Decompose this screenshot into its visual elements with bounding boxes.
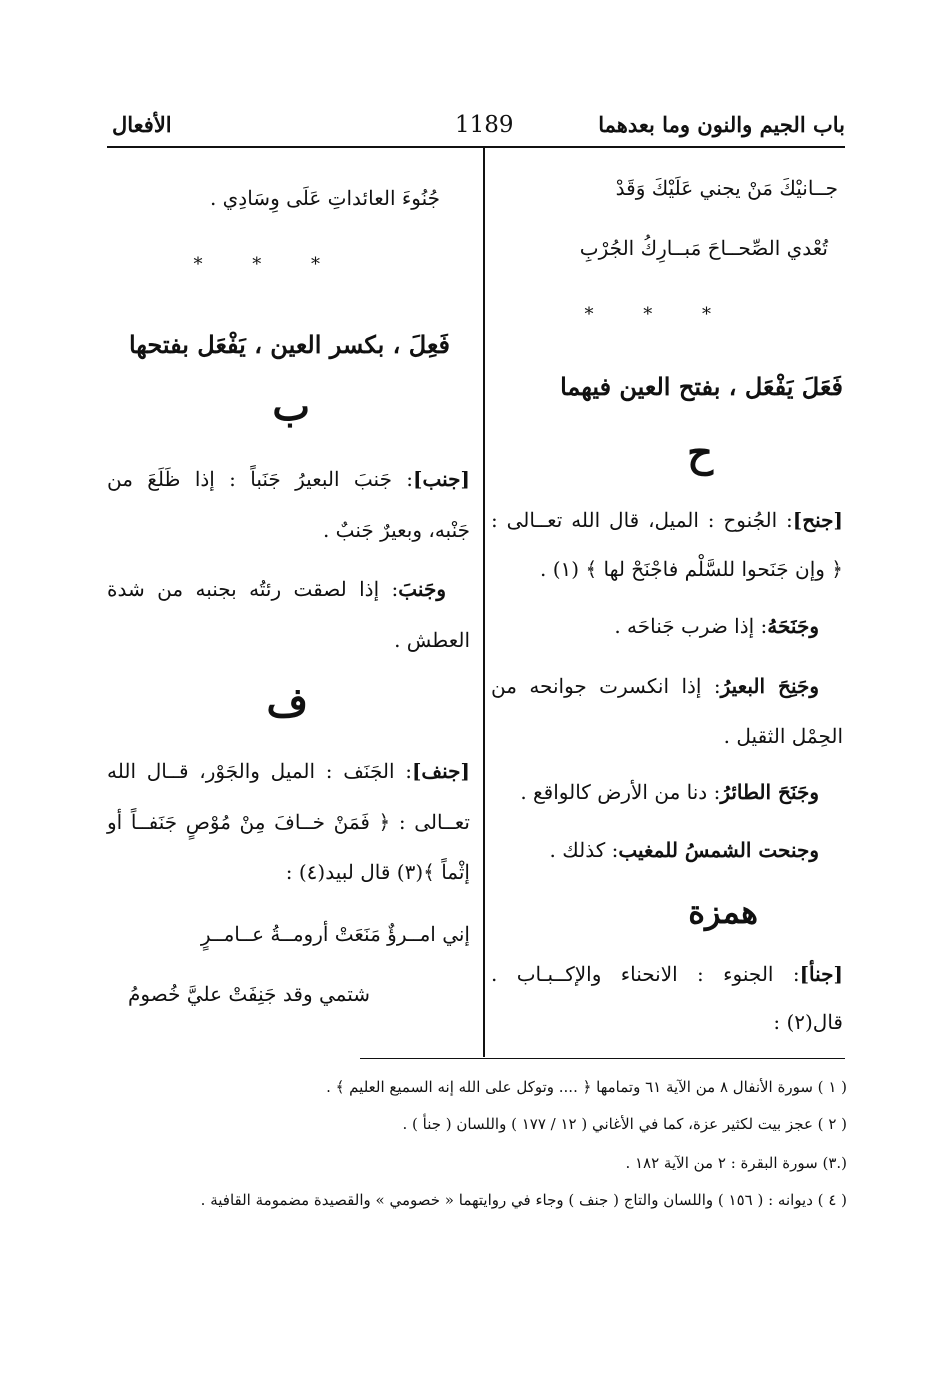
footnote: ( ١ ) سورة الأنفال ٨ من الآية ٦١ وتمامها ﴿ .... وتوكل على الله إنه السميع العليم ﴾ . [326, 1078, 847, 1096]
poem-line: إني امــرؤٌ مَنَعَتْ أرومــةُ عــامــرٍ [200, 922, 470, 946]
entry-text: : إذا انكسرت جوانحه من [491, 674, 721, 698]
section-heading: فَعِلَ ، بكسر العين ، يَفْعَل بفتحها [128, 330, 450, 359]
entry-line: الحِمْل الثقيل . [723, 724, 843, 748]
column-divider [483, 147, 485, 1057]
footnote-rule [360, 1058, 845, 1059]
entry-line: إثْماً ﴾(٣) قال لبيد(٤) : [285, 860, 470, 884]
letter-heading: ح [687, 429, 713, 476]
entry-key: وجَنَحَ الطائرُ [720, 780, 819, 804]
page-number: 1189 [455, 112, 514, 138]
verse-line: تُعْدي الصِّحــاحَ مَبــارِكُ الجُرْبِ [579, 236, 828, 260]
header-rule [107, 146, 845, 148]
poem-line: شتمي وقد جَنِفَتْ عليَّ خُصومُ [128, 982, 370, 1006]
entry-line [491, 672, 819, 701]
entry-key: وجَنبَ [398, 577, 446, 601]
entry-line [491, 960, 843, 989]
entry-line: العطش . [394, 628, 470, 652]
entry-text: : إذا لصقت رئتُه بجنبه من شدة [107, 577, 399, 601]
section-separator: * * * [584, 304, 733, 325]
entry-key: وجنحت الشمسُ للمغيب [618, 838, 819, 862]
verse-line: جُنُوءَ العائداتِ عَلَى وِسَادِي . [209, 186, 440, 210]
section-title: الأفعال [112, 112, 172, 137]
entry-key: [جنح] [792, 508, 843, 532]
entry-text: : الجُنوح : الميل، قال الله تعــالى : [491, 508, 793, 532]
letter-heading: ب [272, 383, 310, 430]
entry-key: [جنب] [413, 467, 470, 491]
footnote: ( ٢ ) عجز بيت لكثير عزة، كما في الأغاني ( ١٢ / ١٧٧ ) واللسان ( جنأ ) . [402, 1115, 847, 1133]
letter-heading: ف [266, 679, 308, 726]
entry-key: وجَنِحَ البعيرُ [720, 674, 819, 698]
verse-line: جــانيْكَ مَنْ يجني عَلَيْكَ وَقَدْ [615, 176, 838, 200]
quran-quote: ﴿ وإن جَنَحوا للسَّلْم فاجْنَحْ لها ﴾ (١) . [540, 557, 843, 581]
entry-text: : كذلك . [549, 838, 619, 862]
quran-quote: تعــالى : ﴿ فَمَنْ خــافَ مِنْ مُوْصٍ جَنَفــاً أو [107, 810, 470, 834]
entry-line: جَنْبه، وبعيرٌ جَنبٌ . [322, 518, 470, 542]
entry-key: [جنف] [411, 759, 470, 783]
entry-text: : الجَنَف : الميل والجَوْر، قــال الله [107, 759, 412, 783]
entry-text: : جَنبَ البعيرُ جَنَباً : إذا ظَلَعَ من [107, 467, 414, 491]
entry-key: [جنأ] [799, 962, 843, 986]
entry-text: : دنا من الأرض كالواقع . [520, 780, 721, 804]
entry-line [520, 778, 819, 807]
entry-line [491, 506, 843, 535]
section-heading: فَعَلَ يَفْعَل ، بفتح العين فيهما [560, 372, 843, 401]
letter-heading: همزة [688, 893, 758, 931]
section-separator: * * * [193, 254, 342, 275]
entry-line [550, 836, 819, 865]
chapter-title: باب الجيم والنون وما بعدهما [598, 112, 845, 137]
footnote: (.٣) سورة البقرة : ٢ من الآية ١٨٢ . [625, 1154, 847, 1172]
entry-text: : إذا ضرب جَناحَه . [614, 614, 768, 638]
entry-key: وجَنَحَهُ [767, 614, 819, 638]
entry-line [107, 575, 446, 604]
entry-line [107, 757, 470, 786]
entry-text: : الجنوء : الانحناء والإكــبـاب . [491, 962, 800, 986]
entry-line [614, 612, 819, 641]
entry-line: قال(٢) : [773, 1010, 843, 1034]
footnote: ( ٤ ) ديوانه : ( ١٥٦ ) واللسان والتاج ( جنف ) وجاء في روايتهما « خصومي » والقصيدة مضمومة القافية . [200, 1191, 847, 1209]
entry-line [107, 465, 470, 494]
